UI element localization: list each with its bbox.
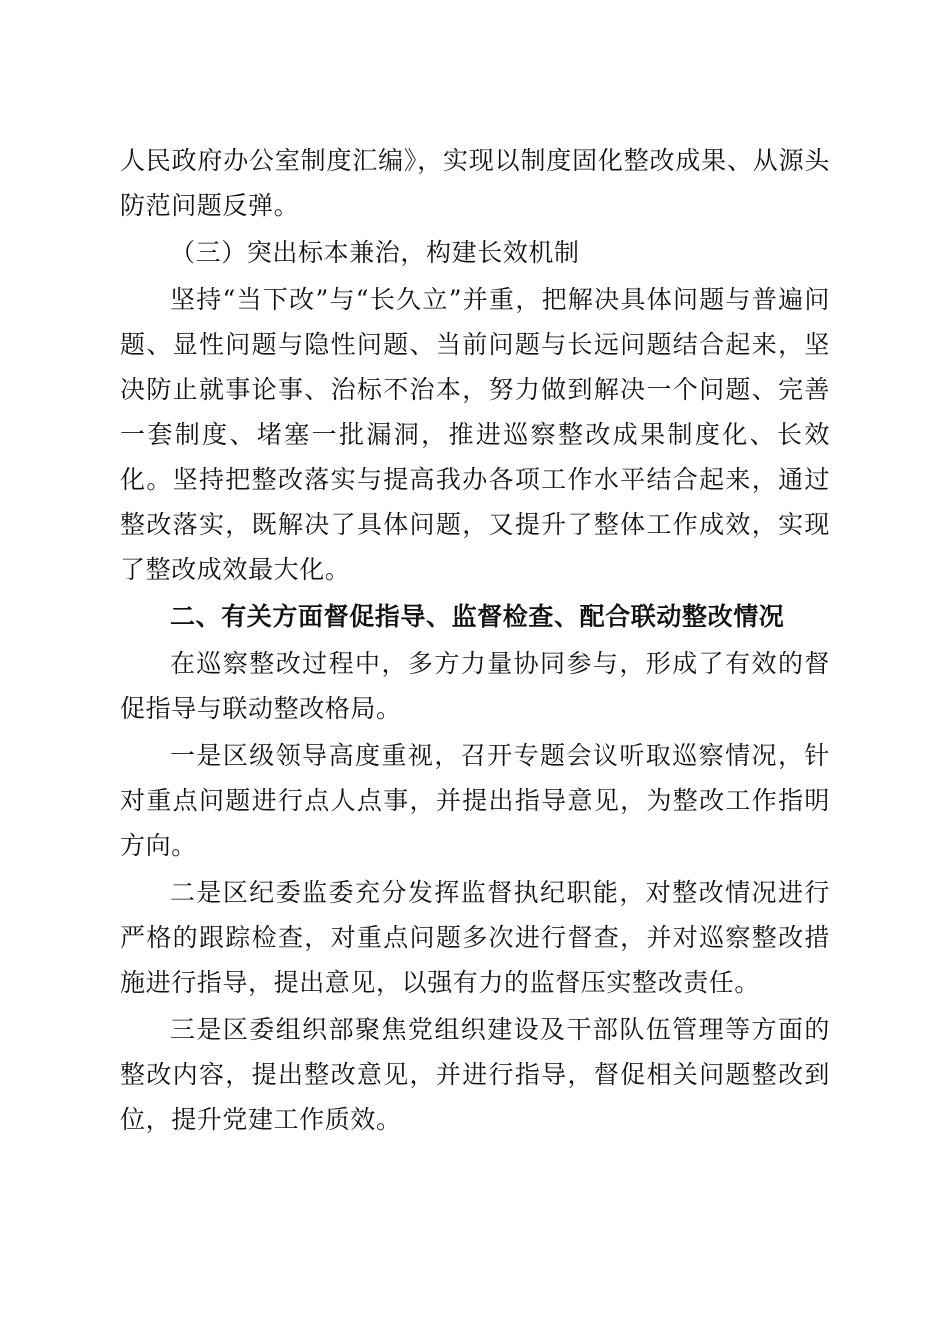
paragraph-point-one: 一是区级领导高度重视，召开专题会议听取巡察情况，针对重点问题进行点人点事，并提出指导意见，为整改工作指明方向。 <box>120 741 830 860</box>
paragraph-point-three: 三是区委组织部聚焦党组织建设及干部队伍管理等方面的整改内容，提出整改意见，并进行指导，督促相关问题整改到位，提升党建工作质效。 <box>120 1015 830 1134</box>
paragraph-overview: 在巡察整改过程中，多方力量协同参与，形成了有效的督促指导与联动整改格局。 <box>120 649 830 723</box>
document-body <box>120 138 830 1142</box>
paragraph-continued: 人民政府办公室制度汇编》，实现以制度固化整改成果、从源头防范问题反弹。 <box>120 146 830 220</box>
section-heading: 二、有关方面督促指导、监督检查、配合联动整改情况 <box>170 602 785 631</box>
paragraph-point-two: 二是区纪委监委充分发挥监督执纪职能，对整改情况进行严格的跟踪检查，对重点问题多次进行督查，并对巡察整改措施进行指导，提出意见，以强有力的监督压实整改责任。 <box>120 878 830 997</box>
section-subheading: （三）突出标本兼治，构建长效机制 <box>170 238 580 267</box>
paragraph-long-term-mechanism: 坚持“当下改”与“长久立”并重，把解决具体问题与普遍问题、显性问题与隐性问题、当前问题与长远问题结合起来，坚决防止就事论事、治标不治本，努力做到解决一个问题、完善一套制度、堵塞一批漏洞，推进巡察整改成果制度化、长效化。坚持把整改落实与提高我办各项工作水平结合起来，通过整改落实，既解决了具体问题，又提升了整体工作成效，实现了整改成效最大化。 <box>120 285 830 584</box>
